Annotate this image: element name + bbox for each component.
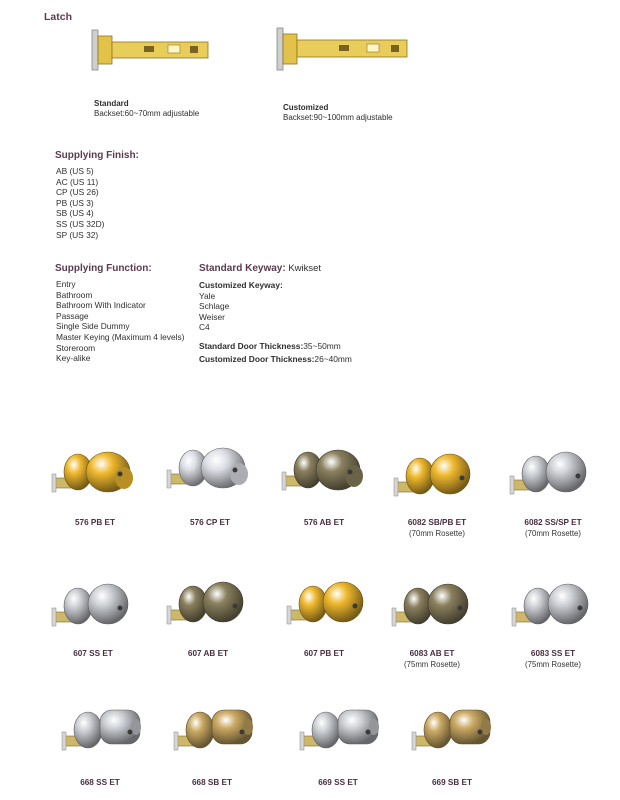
product-label: 607 SS ET (73, 649, 113, 658)
keyway-item: Weiser (199, 311, 225, 322)
latch-backset: Backset:90~100mm adjustable (283, 113, 393, 122)
product-image (50, 438, 140, 510)
product-label: 669 SB ET (431, 778, 473, 787)
product-image (50, 572, 140, 644)
customized-keyway (199, 280, 283, 333)
function-item: Storeroom (56, 342, 96, 353)
customized-thickness-label: Customized Door Thickness: (199, 354, 315, 364)
product-label: 576 CP ET (190, 518, 230, 527)
finish-item: CP (US 26) (56, 187, 99, 198)
product-label: 668 SS ET (80, 778, 120, 787)
product-label: 669 SS ET (318, 778, 358, 787)
latch-backset: Backset:60~70mm adjustable (94, 109, 200, 118)
product-image (392, 442, 482, 514)
finish-heading: Supplying Finish: (55, 150, 139, 161)
product-label: 6082 SS/SP ET (524, 518, 582, 527)
product-label: 607 PB ET (303, 649, 345, 658)
product-rosette-note: (70mm Rosette) (525, 529, 581, 538)
function-item: Single Side Dummy (56, 321, 130, 332)
standard-thickness-label: Standard Door Thickness: (199, 341, 304, 351)
keyway-item: Yale (199, 290, 216, 301)
product-image (390, 572, 480, 644)
standard-keyway-value: Kwikset (285, 263, 322, 274)
standard-thickness (199, 341, 341, 352)
function-item: Key-alike (56, 353, 91, 364)
standard-latch-image (90, 26, 220, 78)
standard-latch-caption (94, 99, 199, 119)
finish-item: PB (US 3) (56, 197, 94, 208)
product-image (410, 696, 500, 768)
product-image (298, 696, 388, 768)
function-list (56, 279, 184, 364)
product-label: 6082 SB/PB ET (407, 518, 467, 527)
keyway-item: C4 (199, 322, 210, 333)
customized-keyway-list (199, 290, 283, 333)
product-rosette-note: (70mm Rosette) (409, 529, 465, 538)
function-item: Bathroom With Indicator (56, 300, 146, 311)
standard-keyway (199, 263, 321, 275)
finish-item: SS (US 32D) (56, 218, 105, 229)
page-title: Latch (44, 11, 73, 23)
product-image (510, 572, 600, 644)
latch-name: Standard (94, 99, 129, 108)
product-image (165, 570, 255, 642)
product-rosette-note: (75mm Rosette) (525, 660, 581, 669)
finish-item: SB (US 4) (56, 208, 94, 219)
standard-keyway-label: Standard Keyway: (199, 263, 286, 274)
function-item: Master Keying (Maximum 4 levels) (56, 331, 185, 342)
finish-item: AC (US 11) (56, 176, 99, 187)
customized-thickness (199, 354, 352, 365)
latch-name: Customized (283, 103, 329, 112)
function-item: Bathroom (56, 289, 93, 300)
keyway-item: Schlage (199, 301, 230, 312)
product-rosette-note: (75mm Rosette) (404, 660, 460, 669)
finish-list (56, 166, 104, 240)
function-item: Entry (56, 279, 76, 289)
product-image (60, 696, 150, 768)
product-image (285, 570, 375, 642)
product-image (165, 434, 255, 506)
product-image (280, 436, 370, 508)
product-label: 6083 SS ET (530, 649, 576, 658)
product-label: 6083 AB ET (409, 649, 455, 658)
finish-item: SP (US 32) (56, 229, 99, 240)
function-item: Passage (56, 310, 89, 321)
customized-thickness-value: 26~40mm (314, 354, 352, 364)
customized-keyway-label: Customized Keyway: (199, 280, 283, 290)
finish-item: AB (US 5) (56, 166, 94, 176)
customized-latch-caption (283, 103, 393, 123)
product-label: 576 PB ET (74, 518, 116, 527)
product-label: 668 SB ET (191, 778, 233, 787)
product-image (172, 696, 262, 768)
function-heading: Supplying Function: (55, 263, 152, 274)
standard-thickness-value: 35~50mm (303, 341, 341, 351)
customized-latch-image (275, 24, 415, 78)
product-label: 576 AB ET (303, 518, 345, 527)
product-image (508, 440, 598, 512)
product-label: 607 AB ET (187, 649, 229, 658)
